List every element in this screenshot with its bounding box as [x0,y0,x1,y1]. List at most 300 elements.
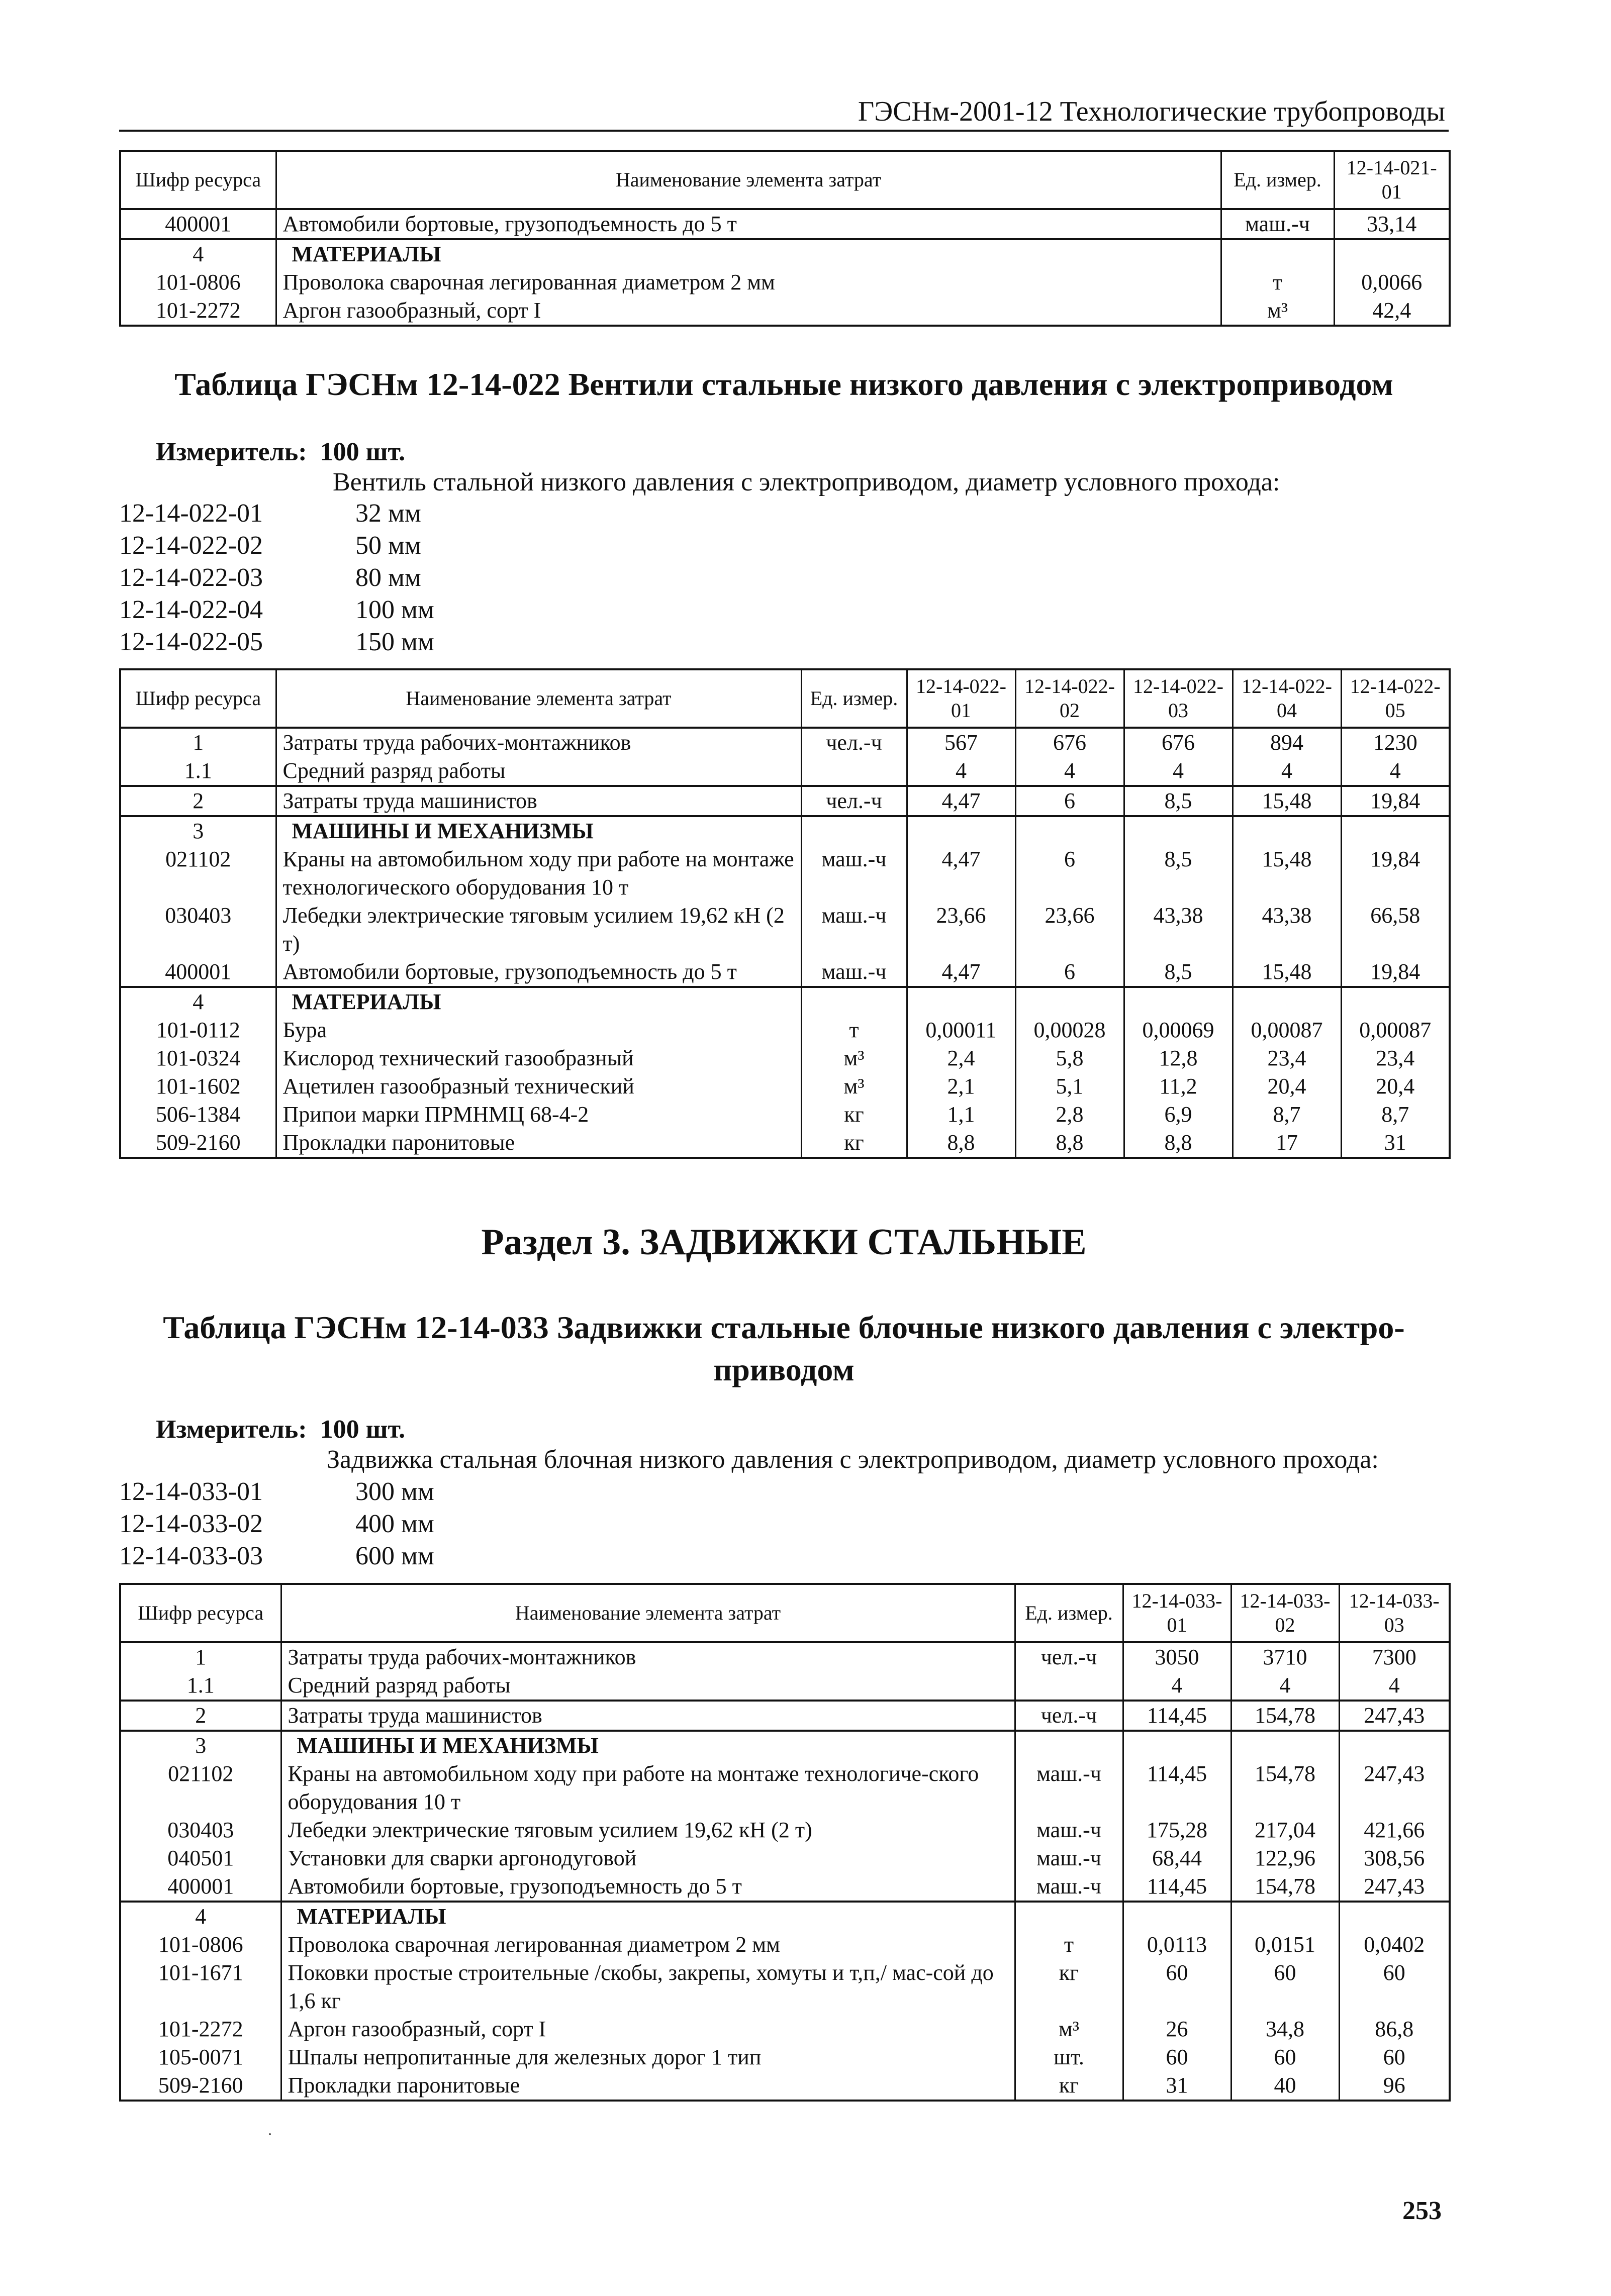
resource-value: 0,00087 [1233,1016,1341,1044]
meter-label: Измеритель: [156,1415,307,1444]
resource-value: 567 [907,728,1015,757]
resource-value [1334,239,1450,268]
stray-mark [269,2133,271,2135]
resource-unit [1015,1902,1123,1931]
table-row [120,786,1450,816]
resource-value: 0,0402 [1339,1931,1450,1959]
resource-name: Затраты труда машинистов [276,786,801,816]
resource-value: 0,00011 [907,1016,1015,1044]
header-rule [119,130,1449,132]
table-row [120,1760,1450,1816]
resource-value: 31 [1123,2071,1231,2101]
resource-value: 66,58 [1341,902,1450,958]
resource-name: Шпалы непропитанные для железных дорог 1 тип [281,2043,1015,2071]
resource-value: 4 [1231,1671,1339,1701]
variant-row [119,626,434,658]
variant-diameter: 50 мм [355,531,421,560]
table-row [120,1101,1450,1129]
resource-value: 2,1 [907,1072,1015,1101]
resource-table-022 [119,668,1451,1159]
resource-name: Кислород технический газообразный [276,1044,801,1072]
meter-label: Измеритель: [156,438,307,466]
resource-unit: кг [801,1129,907,1158]
resource-value: 4,47 [907,845,1015,902]
resource-value: 34,8 [1231,2015,1339,2043]
variant-code: 12-14-022-03 [119,563,263,592]
resource-value: 2,8 [1015,1101,1124,1129]
resource-unit: чел.-ч [1015,1701,1123,1731]
resource-value: 60 [1339,2043,1450,2071]
resource-value: 40 [1231,2071,1339,2101]
variant-row [119,497,434,530]
resource-code: 3 [120,816,276,845]
variant-row [119,1476,434,1508]
resource-name: МАТЕРИАЛЫ [281,1902,1015,1931]
table-row [120,2043,1450,2071]
resource-unit: кг [1015,1959,1123,2015]
table-row [120,209,1450,239]
resource-unit [1015,1671,1123,1701]
resource-value: 4,47 [907,786,1015,816]
resource-unit: кг [1015,2071,1123,2101]
resource-value: 247,43 [1339,1701,1450,1731]
resource-value: 8,5 [1124,845,1233,902]
header-name: Наименование элемента затрат [281,1584,1015,1642]
resource-code: 101-1602 [120,1072,276,1101]
variant-code: 12-14-022-02 [119,531,263,560]
variant-code: 12-14-033-01 [119,1477,263,1506]
meter-022 [156,437,405,467]
variant-row [119,1540,434,1572]
resource-value: 114,45 [1123,1701,1231,1731]
resource-value: 3710 [1231,1642,1339,1671]
header-unit: Ед. измер. [1221,151,1334,209]
resource-name: Бура [276,1016,801,1044]
resource-value: 43,38 [1124,902,1233,958]
header-code: Шифр ресурса [120,151,276,209]
resource-value: 60 [1339,1959,1450,2015]
resource-value: 0,00069 [1124,1016,1233,1044]
resource-name: Прокладки паронитовые [281,2071,1015,2101]
resource-code: 101-0112 [120,1016,276,1044]
resource-value: 217,04 [1231,1816,1339,1844]
resource-value: 4 [1233,757,1341,786]
resource-value [1124,816,1233,845]
running-header: ГЭСНм-2001-12 Технологические трубопроводы [858,96,1445,127]
group-row [120,239,1450,268]
resource-value: 0,00028 [1015,1016,1124,1044]
resource-name: МАШИНЫ И МЕХАНИЗМЫ [281,1731,1015,1760]
resource-code: 509-2160 [120,1129,276,1158]
resource-name: Аргон газообразный, сорт I [281,2015,1015,2043]
resource-table-033 [119,1583,1451,2102]
resource-value: 23,66 [1015,902,1124,958]
resource-value [907,816,1015,845]
resource-value [1341,816,1450,845]
table-row [120,1642,1450,1671]
table-row [120,1872,1450,1902]
resource-code: 4 [120,239,276,268]
resource-value [1015,987,1124,1016]
table-row [120,958,1450,987]
resource-value: 15,48 [1233,786,1341,816]
resource-name: Автомобили бортовые, грузоподъемность до 5 т [281,1872,1015,1902]
variant-list-022 [119,497,434,658]
resource-name: Затраты труда рабочих-монтажников [281,1642,1015,1671]
resource-value: 6 [1015,958,1124,987]
resource-value: 154,78 [1231,1872,1339,1902]
resource-unit: т [1221,268,1334,296]
resource-code: 400001 [120,209,276,239]
resource-unit: кг [801,1101,907,1129]
resource-value: 6 [1015,786,1124,816]
resource-unit: чел.-ч [801,728,907,757]
resource-value: 4 [907,757,1015,786]
resource-value: 60 [1123,1959,1231,2015]
resource-code: 105-0071 [120,2043,281,2071]
resource-name: Проволока сварочная легированная диаметром 2 мм [281,1931,1015,1959]
header-variant-col: 12-14-033-03 [1339,1584,1450,1642]
header-unit: Ед. измер. [1015,1584,1123,1642]
resource-value: 4,47 [907,958,1015,987]
resource-value: 5,8 [1015,1044,1124,1072]
resource-name: МАТЕРИАЛЫ [276,239,1221,268]
table-row [120,845,1450,902]
resource-code: 2 [120,786,276,816]
variant-row [119,1508,434,1540]
resource-value: 122,96 [1231,1844,1339,1872]
resource-name: Краны на автомобильном ходу при работе на монтаже технологического оборудования 10 т [276,845,801,902]
resource-name: Средний разряд работы [281,1671,1015,1701]
resource-value: 1,1 [907,1101,1015,1129]
table-row [120,2015,1450,2043]
resource-value: 114,45 [1123,1872,1231,1902]
table-row [120,1671,1450,1701]
resource-unit: м³ [1221,296,1334,326]
variant-list-033 [119,1476,434,1572]
resource-value: 20,4 [1233,1072,1341,1101]
resource-unit [801,757,907,786]
variant-row [119,562,434,594]
resource-unit: маш.-ч [801,845,907,902]
resource-code: 4 [120,987,276,1016]
variant-code: 12-14-022-01 [119,499,263,528]
group-row [120,1902,1450,1931]
variant-diameter: 80 мм [355,563,421,592]
resource-name: Средний разряд работы [276,757,801,786]
resource-value: 20,4 [1341,1072,1450,1101]
resource-value: 154,78 [1231,1701,1339,1731]
resource-name: Краны на автомобильном ходу при работе на монтаже технологиче-ского оборудования 10 т [281,1760,1015,1816]
resource-value [1123,1731,1231,1760]
resource-unit: маш.-ч [1015,1816,1123,1844]
resource-value [1233,816,1341,845]
resource-value: 8,5 [1124,786,1233,816]
resource-value: 1230 [1341,728,1450,757]
resource-value: 676 [1015,728,1124,757]
table-row [120,268,1450,296]
resource-value: 421,66 [1339,1816,1450,1844]
resource-name: Лебедки электрические тяговым усилием 19,62 кН (2 т) [281,1816,1015,1844]
resource-value: 894 [1233,728,1341,757]
resource-value: 19,84 [1341,786,1450,816]
resource-unit: т [801,1016,907,1044]
resource-value: 23,4 [1341,1044,1450,1072]
resource-code: 1 [120,1642,281,1671]
resource-value: 42,4 [1334,296,1450,326]
resource-unit [1015,1731,1123,1760]
resource-name: Поковки простые строительные /скобы, закрепы, хомуты и т,п,/ мас-сой до 1,6 кг [281,1959,1015,2015]
header-name: Наименование элемента затрат [276,151,1221,209]
resource-name: Прокладки паронитовые [276,1129,801,1158]
variant-diameter: 150 мм [355,628,434,656]
resource-table-021 [119,150,1451,327]
resource-unit: маш.-ч [1015,1760,1123,1816]
resource-value: 6 [1015,845,1124,902]
resource-code: 1.1 [120,1671,281,1701]
resource-code: 506-1384 [120,1101,276,1129]
table-row [120,1816,1450,1844]
resource-value: 8,5 [1124,958,1233,987]
resource-value: 15,48 [1233,958,1341,987]
meter-033 [156,1415,405,1444]
resource-value: 4 [1341,757,1450,786]
resource-value: 4 [1339,1671,1450,1701]
section-title: Раздел 3. ЗАДВИЖКИ СТАЛЬНЫЕ [481,1222,1087,1263]
resource-value: 2,4 [907,1044,1015,1072]
resource-value: 60 [1123,2043,1231,2071]
resource-name: Припои марки ПРМНМЦ 68-4-2 [276,1101,801,1129]
resource-value [1015,816,1124,845]
header-variant-col: 12-14-022-04 [1233,669,1341,728]
header-unit: Ед. измер. [801,669,907,728]
resource-value: 154,78 [1231,1760,1339,1816]
resource-value: 15,48 [1233,845,1341,902]
resource-value [1231,1731,1339,1760]
resource-code: 101-1671 [120,1959,281,2015]
resource-value: 4 [1123,1671,1231,1701]
header-code: Шифр ресурса [120,669,276,728]
table-row [120,296,1450,326]
resource-name: Ацетилен газообразный технический [276,1072,801,1101]
table-row [120,1931,1450,1959]
resource-code: 101-2272 [120,296,276,326]
table-row [120,728,1450,757]
resource-value: 23,4 [1233,1044,1341,1072]
resource-value [1341,987,1450,1016]
resource-value [1124,987,1233,1016]
header-col: 12-14-021-01 [1334,151,1450,209]
resource-value [1339,1731,1450,1760]
variant-diameter: 400 мм [355,1510,434,1538]
resource-value: 0,0113 [1123,1931,1231,1959]
resource-value: 86,8 [1339,2015,1450,2043]
resource-value: 12,8 [1124,1044,1233,1072]
resource-value: 60 [1231,1959,1339,2015]
resource-value: 175,28 [1123,1816,1231,1844]
header-variant-col: 12-14-022-05 [1341,669,1450,728]
resource-value: 3050 [1123,1642,1231,1671]
resource-name: Аргон газообразный, сорт I [276,296,1221,326]
resource-code: 030403 [120,1816,281,1844]
resource-value: 17 [1233,1129,1341,1158]
meter-value: 100 шт. [320,1415,406,1444]
group-row [120,987,1450,1016]
resource-code: 2 [120,1701,281,1731]
variant-description-033: Задвижка стальная блочная низкого давления с электроприводом, диаметр условного прохода: [327,1445,1379,1474]
resource-value: 4 [1124,757,1233,786]
resource-name: Проволока сварочная легированная диаметром 2 мм [276,268,1221,296]
resource-value [1231,1902,1339,1931]
resource-name: Затраты труда рабочих-монтажников [276,728,801,757]
resource-value: 676 [1124,728,1233,757]
header-variant-col: 12-14-033-01 [1123,1584,1231,1642]
resource-name: Лебедки электрические тяговым усилием 19,62 кН (2 т) [276,902,801,958]
resource-unit: м³ [801,1044,907,1072]
resource-code: 021102 [120,845,276,902]
resource-unit [801,987,907,1016]
resource-value: 0,0151 [1231,1931,1339,1959]
variant-row [119,530,434,562]
resource-name: Автомобили бортовые, грузоподъемность до 5 т [276,958,801,987]
resource-code: 101-2272 [120,2015,281,2043]
resource-name: Установки для сварки аргонодуговой [281,1844,1015,1872]
resource-value: 43,38 [1233,902,1341,958]
resource-value: 0,0066 [1334,268,1450,296]
table-row [120,1016,1450,1044]
resource-unit: маш.-ч [1221,209,1334,239]
table-title-022: Таблица ГЭСНм 12-14-022 Вентили стальные низкого давления с электроприводом [174,366,1393,402]
variant-row [119,594,434,626]
table-row [120,1129,1450,1158]
header-variant-col: 12-14-022-03 [1124,669,1233,728]
resource-value: 96 [1339,2071,1450,2101]
group-row [120,1731,1450,1760]
resource-value: 8,8 [907,1129,1015,1158]
resource-unit: чел.-ч [1015,1642,1123,1671]
header-variant-col: 12-14-033-02 [1231,1584,1339,1642]
resource-value: 19,84 [1341,958,1450,987]
resource-value: 308,56 [1339,1844,1450,1872]
group-row [120,816,1450,845]
resource-unit: чел.-ч [801,786,907,816]
resource-unit: маш.-ч [801,902,907,958]
resource-value: 247,43 [1339,1872,1450,1902]
variant-code: 12-14-022-04 [119,595,263,624]
table-row [120,1959,1450,2015]
resource-unit [801,816,907,845]
variant-diameter: 600 мм [355,1542,434,1570]
resource-code: 040501 [120,1844,281,1872]
resource-value: 19,84 [1341,845,1450,902]
resource-code: 509-2160 [120,2071,281,2101]
resource-name: МАШИНЫ И МЕХАНИЗМЫ [276,816,801,845]
resource-unit: маш.-ч [801,958,907,987]
resource-unit: м³ [801,1072,907,1101]
variant-diameter: 100 мм [355,595,434,624]
resource-value [907,987,1015,1016]
resource-value: 60 [1231,2043,1339,2071]
resource-value: 8,8 [1124,1129,1233,1158]
resource-value [1339,1902,1450,1931]
resource-value: 247,43 [1339,1760,1450,1816]
table-title-033-line2: приводом [713,1352,855,1387]
resource-value: 7300 [1339,1642,1450,1671]
resource-code: 021102 [120,1760,281,1816]
header-code: Шифр ресурса [120,1584,281,1642]
resource-value: 23,66 [907,902,1015,958]
table-row [120,1844,1450,1872]
variant-code: 12-14-033-03 [119,1542,263,1570]
table-header-row [120,669,1450,728]
table-header-row [120,1584,1450,1642]
header-name: Наименование элемента затрат [276,669,801,728]
resource-code: 3 [120,1731,281,1760]
table-row [120,2071,1450,2101]
resource-name: Автомобили бортовые, грузоподъемность до 5 т [276,209,1221,239]
resource-code: 1 [120,728,276,757]
resource-value: 5,1 [1015,1072,1124,1101]
variant-code: 12-14-033-02 [119,1510,263,1538]
resource-value: 33,14 [1334,209,1450,239]
table-row [120,1072,1450,1101]
resource-unit: шт. [1015,2043,1123,2071]
table-row [120,902,1450,958]
resource-value: 8,7 [1233,1101,1341,1129]
resource-code: 030403 [120,902,276,958]
resource-value: 4 [1015,757,1124,786]
page-number: 253 [1402,2197,1442,2225]
resource-value: 8,8 [1015,1129,1124,1158]
resource-value: 11,2 [1124,1072,1233,1101]
resource-value [1233,987,1341,1016]
resource-name: МАТЕРИАЛЫ [276,987,801,1016]
resource-unit [1221,239,1334,268]
table-row [120,1044,1450,1072]
table-title-033-line1: Таблица ГЭСНм 12-14-033 Задвижки стальные блочные низкого давления с электро- [163,1310,1405,1345]
header-variant-col: 12-14-022-02 [1015,669,1124,728]
resource-code: 101-0806 [120,268,276,296]
resource-value: 0,00087 [1341,1016,1450,1044]
resource-value [1123,1902,1231,1931]
variant-description-022: Вентиль стальной низкого давления с электроприводом, диаметр условного прохода: [333,468,1280,496]
resource-value: 68,44 [1123,1844,1231,1872]
resource-code: 400001 [120,1872,281,1902]
table-row [120,1701,1450,1731]
variant-diameter: 32 мм [355,499,421,528]
resource-unit: маш.-ч [1015,1872,1123,1902]
header-variant-col: 12-14-022-01 [907,669,1015,728]
table-title-033 [119,1307,1449,1391]
resource-unit: м³ [1015,2015,1123,2043]
variant-diameter: 300 мм [355,1477,434,1506]
table-header-row [120,151,1450,209]
table-row [120,757,1450,786]
resource-unit: т [1015,1931,1123,1959]
resource-value: 31 [1341,1129,1450,1158]
resource-name: Затраты труда машинистов [281,1701,1015,1731]
variant-code: 12-14-022-05 [119,628,263,656]
resource-value: 6,9 [1124,1101,1233,1129]
resource-code: 1.1 [120,757,276,786]
resource-unit: маш.-ч [1015,1844,1123,1872]
resource-code: 400001 [120,958,276,987]
resource-value: 26 [1123,2015,1231,2043]
resource-code: 101-0806 [120,1931,281,1959]
resource-value: 8,7 [1341,1101,1450,1129]
resource-value: 114,45 [1123,1760,1231,1816]
resource-code: 101-0324 [120,1044,276,1072]
